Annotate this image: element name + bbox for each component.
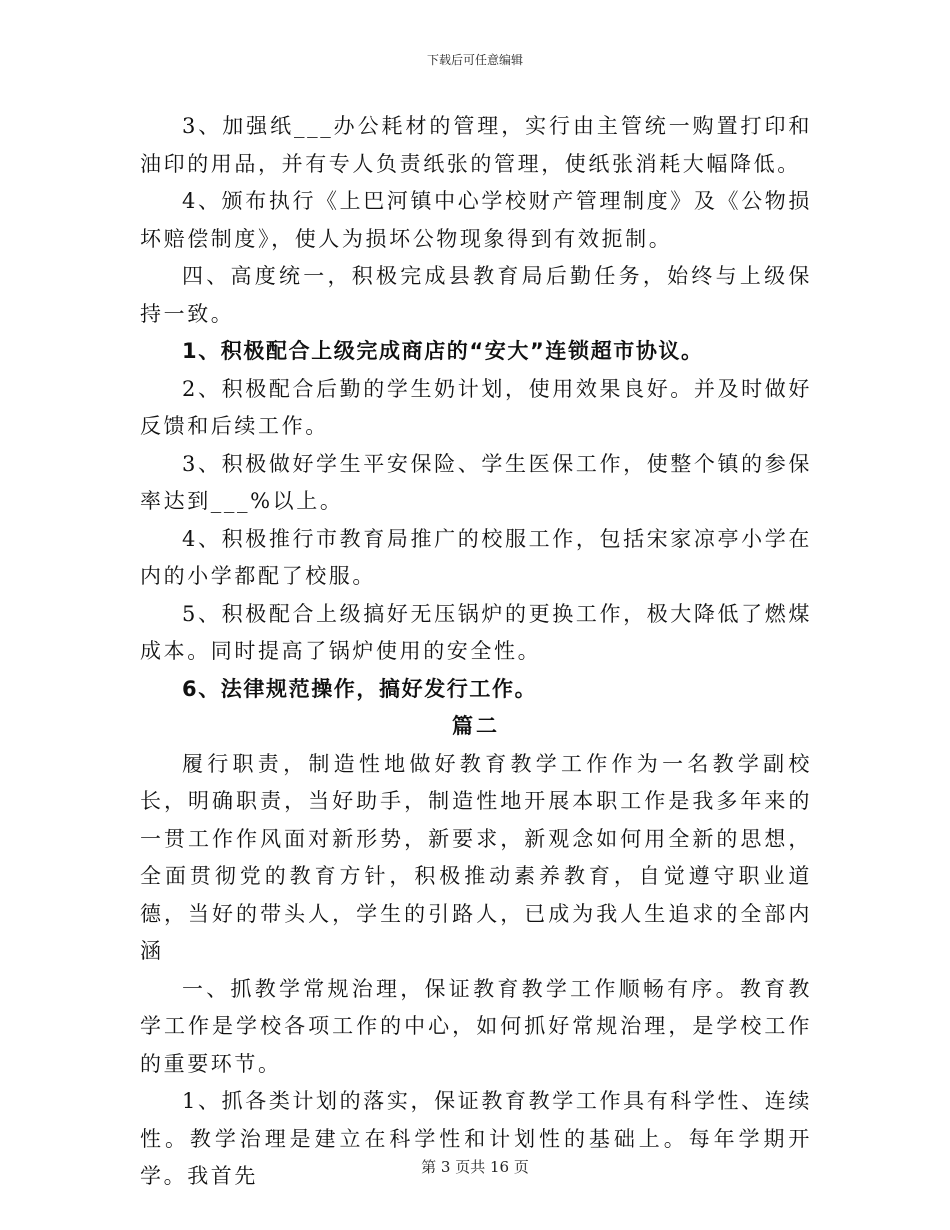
- paragraph-boiler: 5、积极配合上级搞好无压锅炉的更换工作，极大降低了燃煤成本。同时提高了锅炉使用的安全性。: [140, 601, 812, 663]
- paragraph-plans: 1、抓各类计划的落实，保证教育教学工作具有科学性、连续性。教学治理是建立在科学性和计划性的基础上。每年学期开学。我首先: [140, 1089, 812, 1188]
- section-heading: 篇二: [452, 714, 500, 738]
- document-body: [140, 108, 812, 1196]
- page-footer: 第 3 页共 16 页: [421, 1158, 529, 1176]
- paragraph-paper-management: 3、加强纸___办公耗材的管理，实行由主管统一购置打印和油印的用品，并有专人负责纸张的管理，使纸张消耗大幅降低。: [140, 114, 812, 176]
- paragraph-insurance: 3、积极做好学生平安保险、学生医保工作，使整个镇的参保率达到___%以上。: [140, 451, 812, 513]
- paragraph-legal-operation: 6、法律规范操作，搞好发行工作。: [182, 676, 538, 701]
- paragraph-uniforms: 4、积极推行市教育局推广的校服工作，包括宋家凉亭小学在内的小学都配了校服。: [140, 526, 812, 588]
- page-header: 下载后可任意编辑: [426, 53, 523, 67]
- paragraph-section-four: 四、高度统一，积极完成县教育局后勤任务，始终与上级保持一致。: [140, 264, 812, 326]
- paragraph-milk-plan: 2、积极配合后勤的学生奶计划，使用效果良好。并及时做好反馈和后续工作。: [140, 376, 812, 438]
- paragraph-routine-management: 一、抓教学常规治理，保证教育教学工作顺畅有序。教育教学工作是学校各项工作的中心，如何抓好常规治理，是学校工作的重要环节。: [140, 976, 812, 1076]
- paragraph-property-rules: 4、颁布执行《上巴河镇中心学校财产管理制度》及《公物损坏赔偿制度》，使人为损坏公物现象得到有效扼制。: [140, 189, 812, 251]
- paragraph-duties: 履行职责，制造性地做好教育教学工作作为一名教学副校长，明确职责，当好助手，制造性地开展本职工作是我多年来的一贯工作作风面对新形势，新要求，新观念如何用全新的思想，全面贯彻党的教育方针，积极推动素养教育，自觉遵守职业道德，当好的带头人，学生的引路人，已成为我人生追求的全部内涵: [140, 751, 812, 963]
- paragraph-supermarket-agreement: 1、积极配合上级完成商店的“安大”连锁超市协议。: [182, 339, 704, 363]
